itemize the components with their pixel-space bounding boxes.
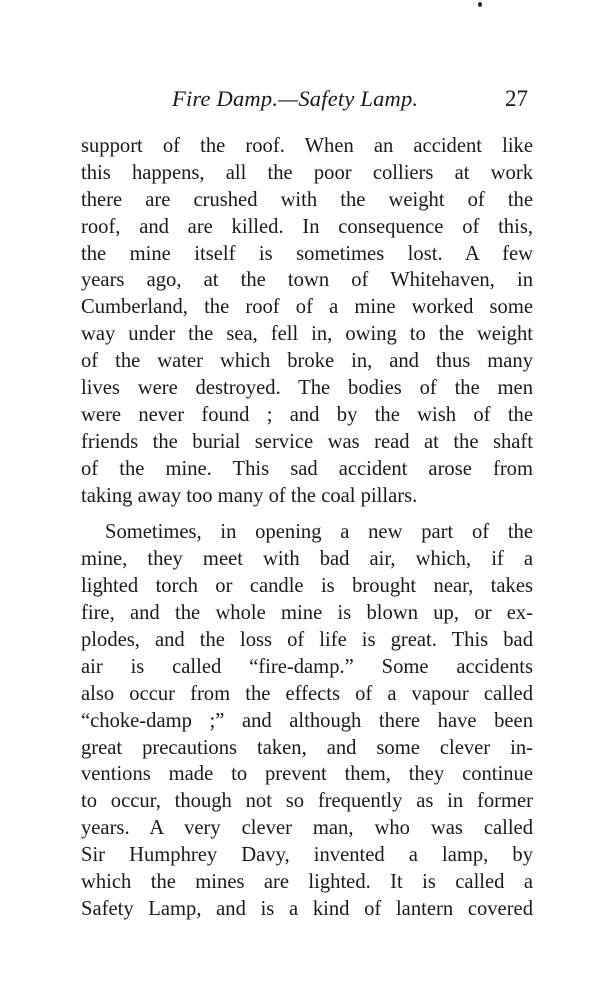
body-text bbox=[81, 133, 533, 923]
text-line: the mine itself is sometimes lost. A few bbox=[81, 242, 533, 265]
text-line: of the mine. This sad accident arose from bbox=[81, 457, 533, 480]
text-line: of the water which broke in, and thus many bbox=[81, 350, 533, 373]
text-line: lighted torch or candle is brought near, takes bbox=[81, 575, 533, 598]
text-line: lives were destroyed. The bodies of the men bbox=[81, 377, 533, 400]
page-header bbox=[0, 86, 597, 116]
text-line: taking away too many of the coal pillars. bbox=[81, 484, 418, 507]
text-line: this happens, all the poor colliers at work bbox=[81, 161, 533, 184]
text-line: roof, and are killed. In consequence of this, bbox=[81, 215, 533, 238]
text-line: years. A very clever man, who was called bbox=[81, 817, 533, 840]
text-line: plodes, and the loss of life is great. This bad bbox=[81, 629, 533, 652]
text-line: great precautions taken, and some clever in- bbox=[81, 736, 533, 759]
text-line: were never found ; and by the wish of the bbox=[81, 403, 533, 426]
text-line: air is called “fire-damp.” Some accidents bbox=[81, 655, 533, 678]
text-line: to occur, though not so frequently as in former bbox=[81, 790, 533, 813]
paragraph bbox=[81, 519, 533, 922]
paragraph bbox=[81, 133, 533, 509]
text-line: Sir Humphrey Davy, invented a lamp, by bbox=[81, 844, 533, 867]
text-line: also occur from the effects of a vapour called bbox=[81, 682, 533, 705]
text-line: fire, and the whole mine is blown up, or ex- bbox=[81, 602, 533, 625]
text-line: ventions made to prevent them, they continue bbox=[81, 763, 533, 786]
ink-speck bbox=[478, 2, 482, 7]
text-line: “choke-damp ;” and although there have been bbox=[81, 709, 533, 732]
text-line: Sometimes, in opening a new part of the bbox=[105, 521, 533, 544]
text-line: Safety Lamp, and is a kind of lantern covered bbox=[81, 897, 533, 920]
text-line: way under the sea, fell in, owing to the weight bbox=[81, 323, 533, 346]
page-number: 27 bbox=[505, 86, 528, 111]
text-line: Cumberland, the roof of a mine worked some bbox=[81, 296, 533, 319]
running-title: Fire Damp.—Safety Lamp. bbox=[172, 86, 419, 111]
text-line: friends the burial service was read at the shaft bbox=[81, 430, 533, 453]
text-line: there are crushed with the weight of the bbox=[81, 188, 533, 211]
paragraph-gap bbox=[81, 509, 533, 519]
text-line: years ago, at the town of Whitehaven, in bbox=[81, 269, 533, 292]
text-line: mine, they meet with bad air, which, if a bbox=[81, 548, 533, 571]
text-line: support of the roof. When an accident like bbox=[81, 135, 533, 157]
text-line: which the mines are lighted. It is called a bbox=[81, 871, 533, 894]
